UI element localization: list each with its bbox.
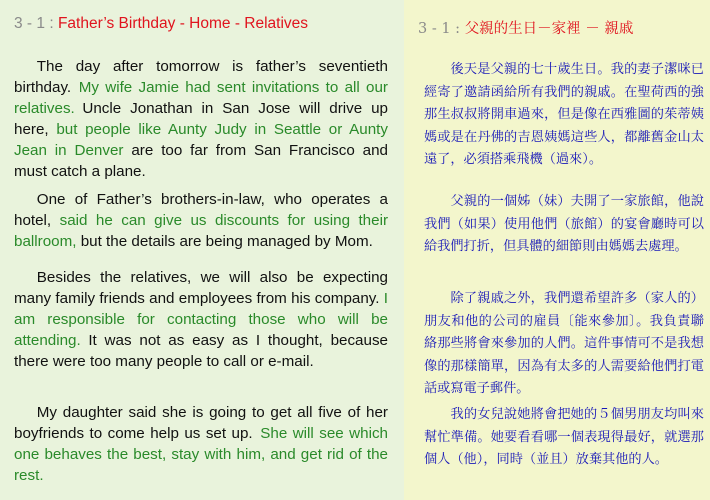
sentence-highlight: I am responsible for contacting those who will be attending.	[14, 290, 388, 349]
sentence: 後天是父親的七十歲生日。我的妻子潔咪已經寄了邀請函給所有我們的親戚。在聖荷西的強那生叔叔將開車過來，但是像在西雅圖的茱蒂姨媽或是在丹佛的吉恩姨媽這些人，都離舊金山太遠了，必須搭乘飛機（過來）。	[424, 62, 704, 167]
sentence: The day after tomorrow is father’s seventieth birthday.	[14, 58, 388, 96]
sentence-highlight: My wife Jamie had sent invitations to all our relatives.	[14, 79, 388, 117]
lesson-title: 父親的生日－家裡 － 親戚	[464, 21, 634, 37]
sentence-highlight: She will see which one behaves the best, stay with him, and get rid of the rest.	[14, 425, 388, 484]
chinese-paragraph-1	[424, 59, 704, 172]
sentence: Uncle Jonathan in San Jose will drive up here,	[14, 100, 388, 138]
sentence: Besides the relatives, we will also be expecting many family friends and employees from his company.	[14, 269, 388, 307]
lesson-number: 3 - 1 :	[418, 21, 461, 37]
chinese-header	[418, 17, 633, 38]
chinese-paragraph-2	[424, 191, 704, 259]
lesson-title: Father’s Birthday - Home - Relatives	[57, 15, 309, 32]
chinese-paragraph-3	[424, 288, 704, 401]
english-paragraph-2	[14, 189, 388, 252]
english-paragraph-4	[14, 402, 388, 486]
sentence: 除了親戚之外，我們還希望許多（家人的）朋友和他的公司的雇員〔能來參加〕。我負責聯絡那些將會來參加的人們。這件事情可不是我想像的那樣簡單，因為有太多的人需要給他們打電話或寫電子郵件。	[424, 291, 704, 396]
sentence: 我的女兒說她將會把她的５個男朋友均叫來幫忙準備。她要看看哪一個表現得最好，就選那個人（他），同時（並且）放棄其他的人。	[424, 407, 704, 467]
sentence: My daughter said she is going to get all five of her boyfriends to come help us set up.	[14, 404, 388, 442]
chinese-paragraph-4	[424, 404, 704, 472]
english-header	[14, 15, 308, 33]
sentence-highlight: said he can give us discounts for using their ballroom,	[14, 212, 388, 250]
sentence: One of Father’s brothers-in-law, who operates a hotel,	[14, 191, 388, 229]
sentence: 父親的一個姊（妹）夫開了一家旅館，他說我們（如果）使用他們（旅館）的宴會廳時可以給我們打折，但具體的細節則由媽媽去處理。	[424, 194, 704, 254]
sentence: It was not as easy as I thought, because there were too many people to call or e-mail.	[14, 332, 388, 370]
sentence: but the details are being managed by Mom.	[80, 233, 373, 250]
english-paragraph-3	[14, 267, 388, 372]
english-paragraph-1	[14, 56, 388, 182]
sentence: are too far from San Francisco and must catch a plane.	[14, 142, 388, 180]
chinese-page	[404, 0, 710, 500]
lesson-number: 3 - 1 :	[14, 15, 54, 32]
sentence-highlight: but people like Aunty Judy in Seattle or Aunty Jean in Denver	[14, 121, 388, 159]
